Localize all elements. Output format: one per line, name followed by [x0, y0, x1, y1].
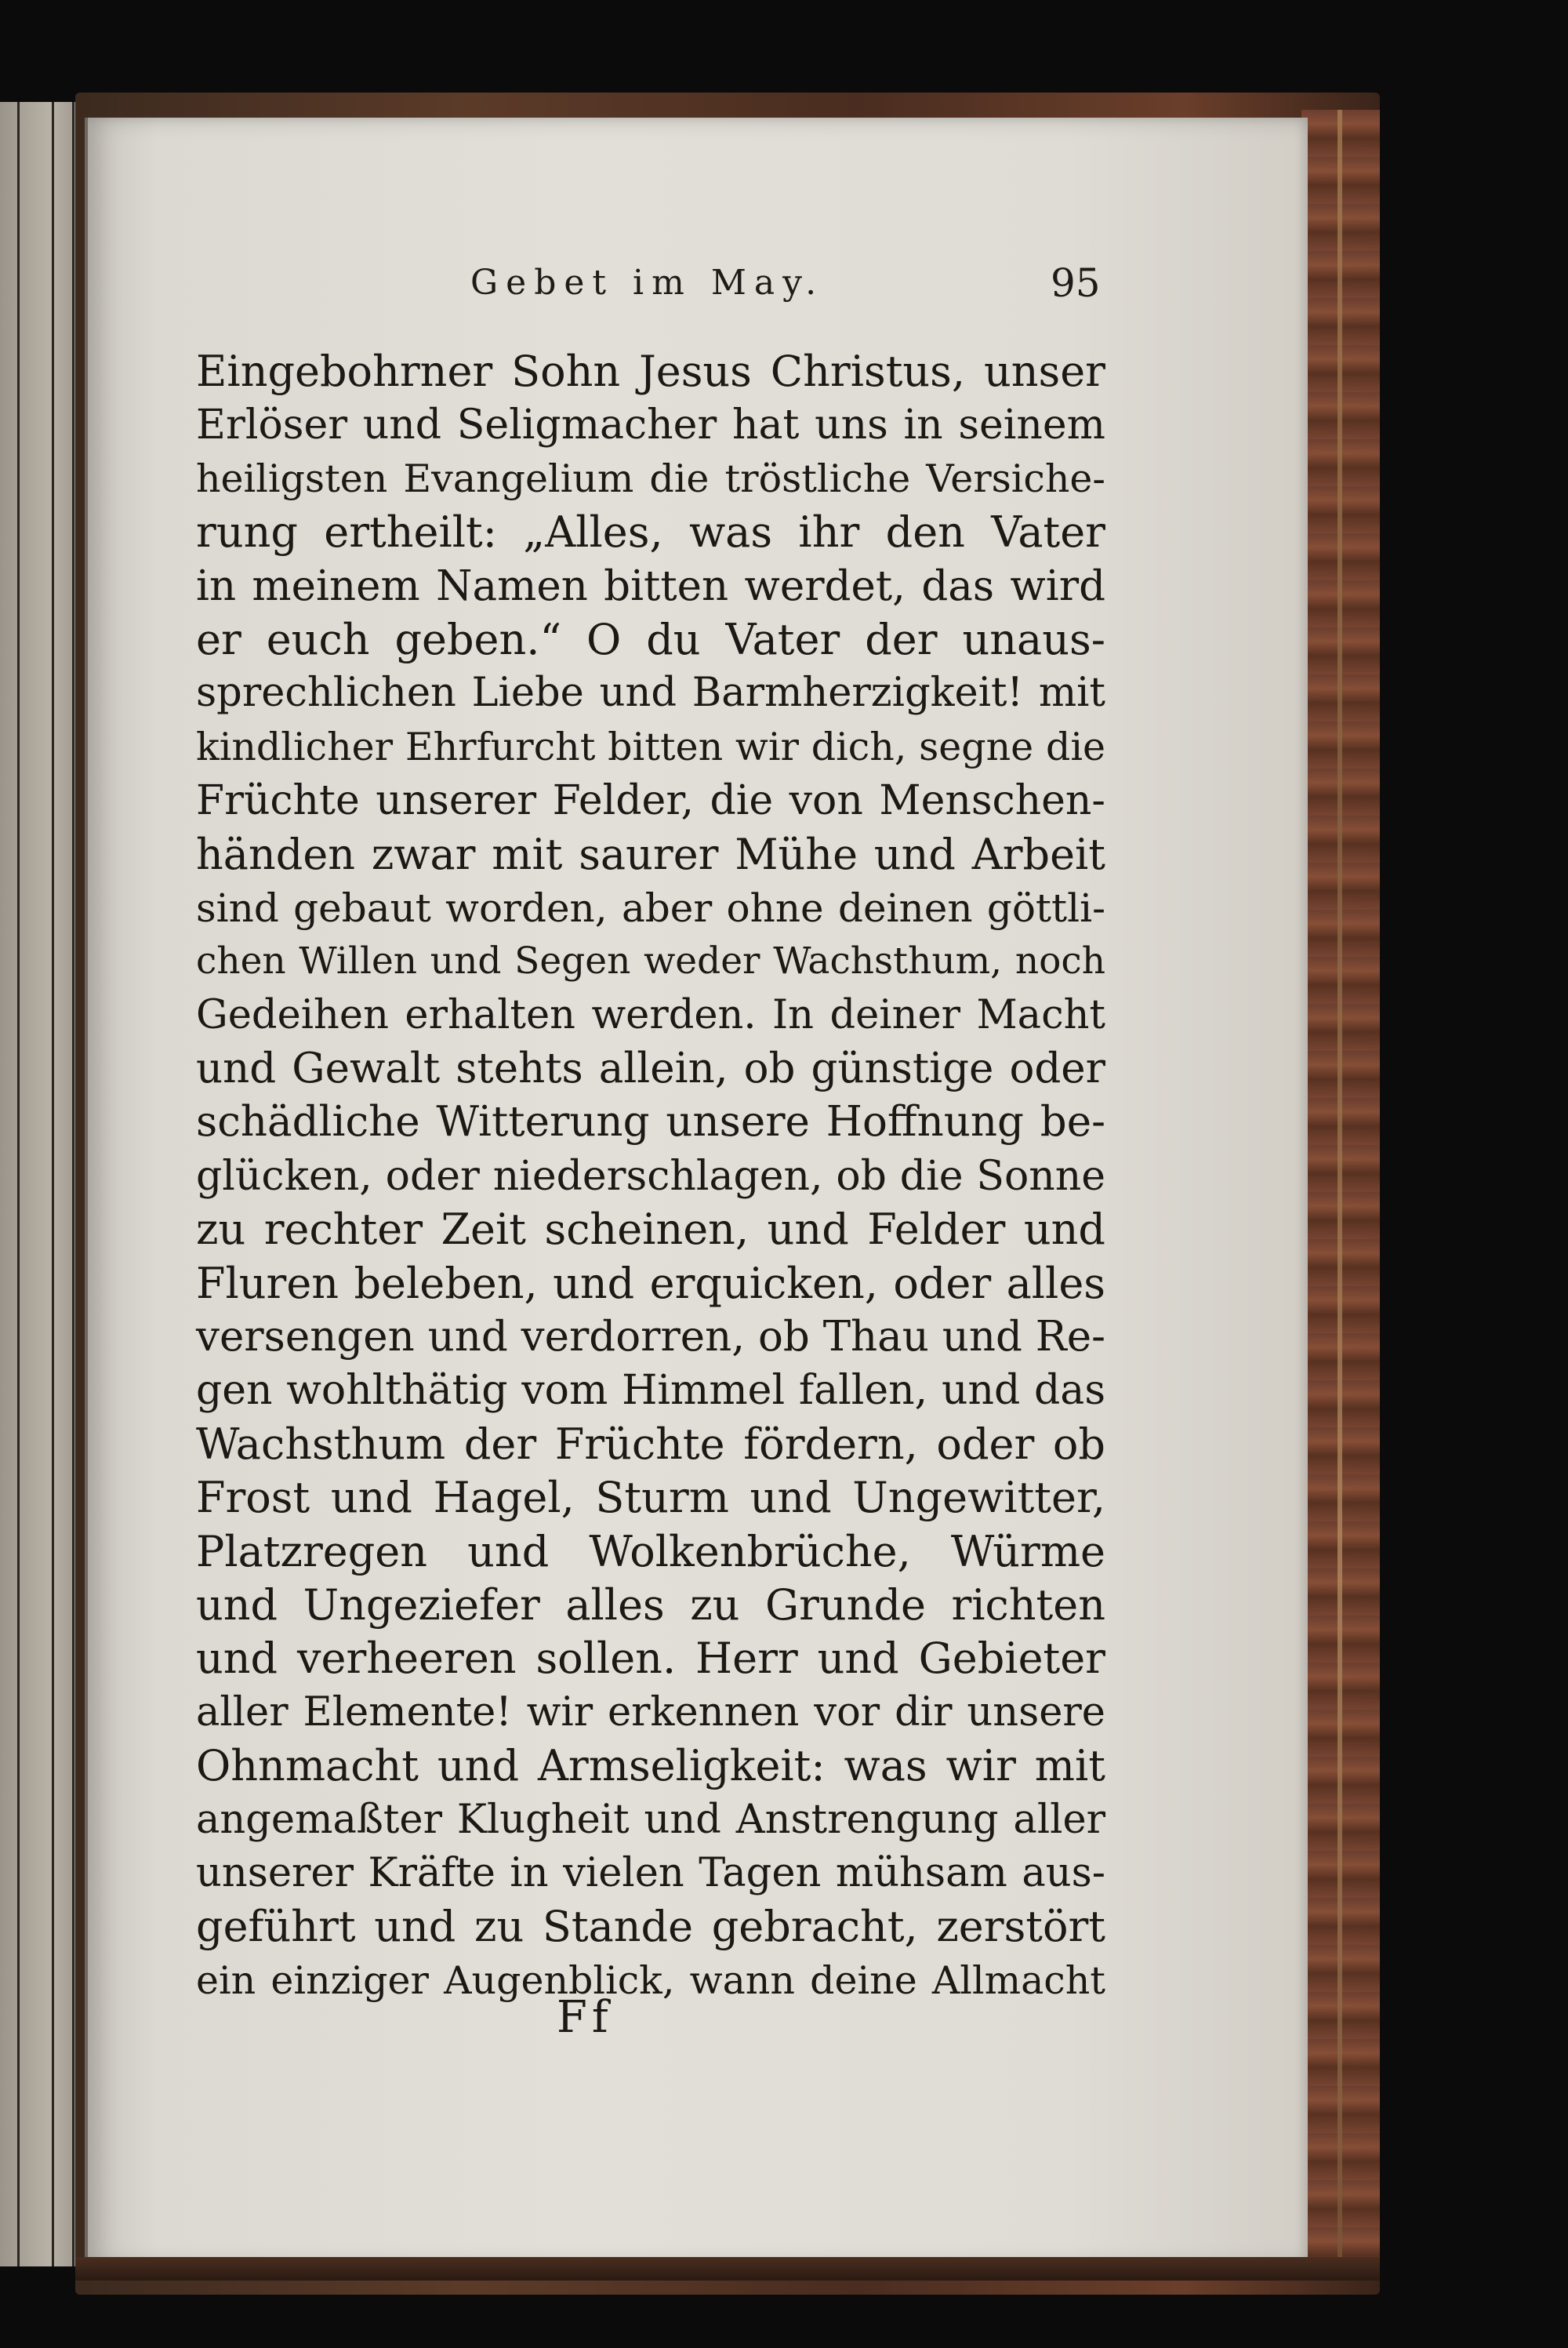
- signature-mark: Ff: [557, 1992, 613, 2043]
- text-line: schädliche Witterung unsere Hoffnung be-: [196, 1098, 1105, 1147]
- page-edge-line: [72, 102, 74, 2266]
- text-line: angemaßter Klugheit und Anstrengung aller: [196, 1796, 1105, 1843]
- text-line: heiligsten Evangelium die tröstliche Versiche-: [196, 456, 1105, 501]
- text-line: Platzregen und Wolkenbrüche, Würme: [196, 1526, 1105, 1576]
- text-line: Wachsthum der Früchte fördern, oder ob: [196, 1419, 1105, 1469]
- text-line: Früchte unserer Felder, die von Menschen-: [196, 777, 1105, 825]
- page-gutter: [85, 118, 88, 2266]
- text-line: und Gewalt stehts allein, ob günstige oder: [196, 1045, 1105, 1093]
- text-line: geführt und zu Stande gebracht, zerstört: [196, 1902, 1105, 1952]
- running-head: Gebet im May.: [470, 263, 825, 303]
- text-line: Fluren beleben, und erquicken, oder alles: [196, 1258, 1105, 1308]
- page-edge-line: [52, 102, 54, 2266]
- text-line: sind gebaut worden, aber ohne deinen göttli-: [196, 885, 1105, 931]
- text-line: er euch geben.“ O du Vater der unaus-: [196, 614, 1105, 664]
- book-cover-fore-edge: [1301, 110, 1380, 2274]
- text-line: kindlicher Ehrfurcht bitten wir dich, segne die: [196, 724, 1105, 769]
- text-line: und verheeren sollen. Herr und Gebieter: [196, 1634, 1105, 1684]
- page-number: 95: [1051, 260, 1101, 306]
- text-line: aller Elemente! wir erkennen vor dir unsere: [196, 1688, 1105, 1736]
- text-line: zu rechter Zeit scheinen, und Felder und: [196, 1205, 1105, 1255]
- body-text: [196, 345, 1105, 2008]
- text-line: in meinem Namen bitten werdet, das wird: [196, 562, 1105, 610]
- text-line: glücken, oder niederschlagen, ob die Sonne: [196, 1152, 1105, 1200]
- text-line: Ohnmacht und Armseligkeit: was wir mit: [196, 1741, 1105, 1791]
- text-line: gen wohlthätig vom Himmel fallen, und das: [196, 1367, 1105, 1415]
- text-line: sprechlichen Liebe und Barmherzigkeit! mit: [196, 670, 1105, 717]
- text-line: Frost und Hagel, Sturm und Ungewitter,: [196, 1473, 1105, 1523]
- text-line: ein einziger Augenblick, wann deine Allmacht: [196, 1957, 1105, 2003]
- text-line: und Ungeziefer alles zu Grunde richten: [196, 1579, 1105, 1630]
- text-line: unserer Kräfte in vielen Tagen mühsam aus-: [196, 1849, 1105, 1896]
- cover-bottom-edge: [75, 2257, 1380, 2281]
- page-edge-line: [17, 102, 20, 2266]
- text-line: Gedeihen erhalten werden. In deiner Macht: [196, 991, 1105, 1038]
- text-line: Erlöser und Seligmacher hat uns in seinem: [196, 402, 1105, 449]
- text-line: Eingebohrner Sohn Jesus Christus, unser: [196, 347, 1105, 396]
- text-line: chen Willen und Segen weder Wachsthum, noch: [196, 940, 1105, 983]
- text-line: rung ertheilt: „Alles, was ihr den Vater: [196, 507, 1105, 558]
- text-line: versengen und verdorren, ob Thau und Re-: [196, 1313, 1105, 1361]
- text-line: händen zwar mit saurer Mühe und Arbeit: [196, 829, 1105, 879]
- gilt-edge: [1338, 110, 1342, 2274]
